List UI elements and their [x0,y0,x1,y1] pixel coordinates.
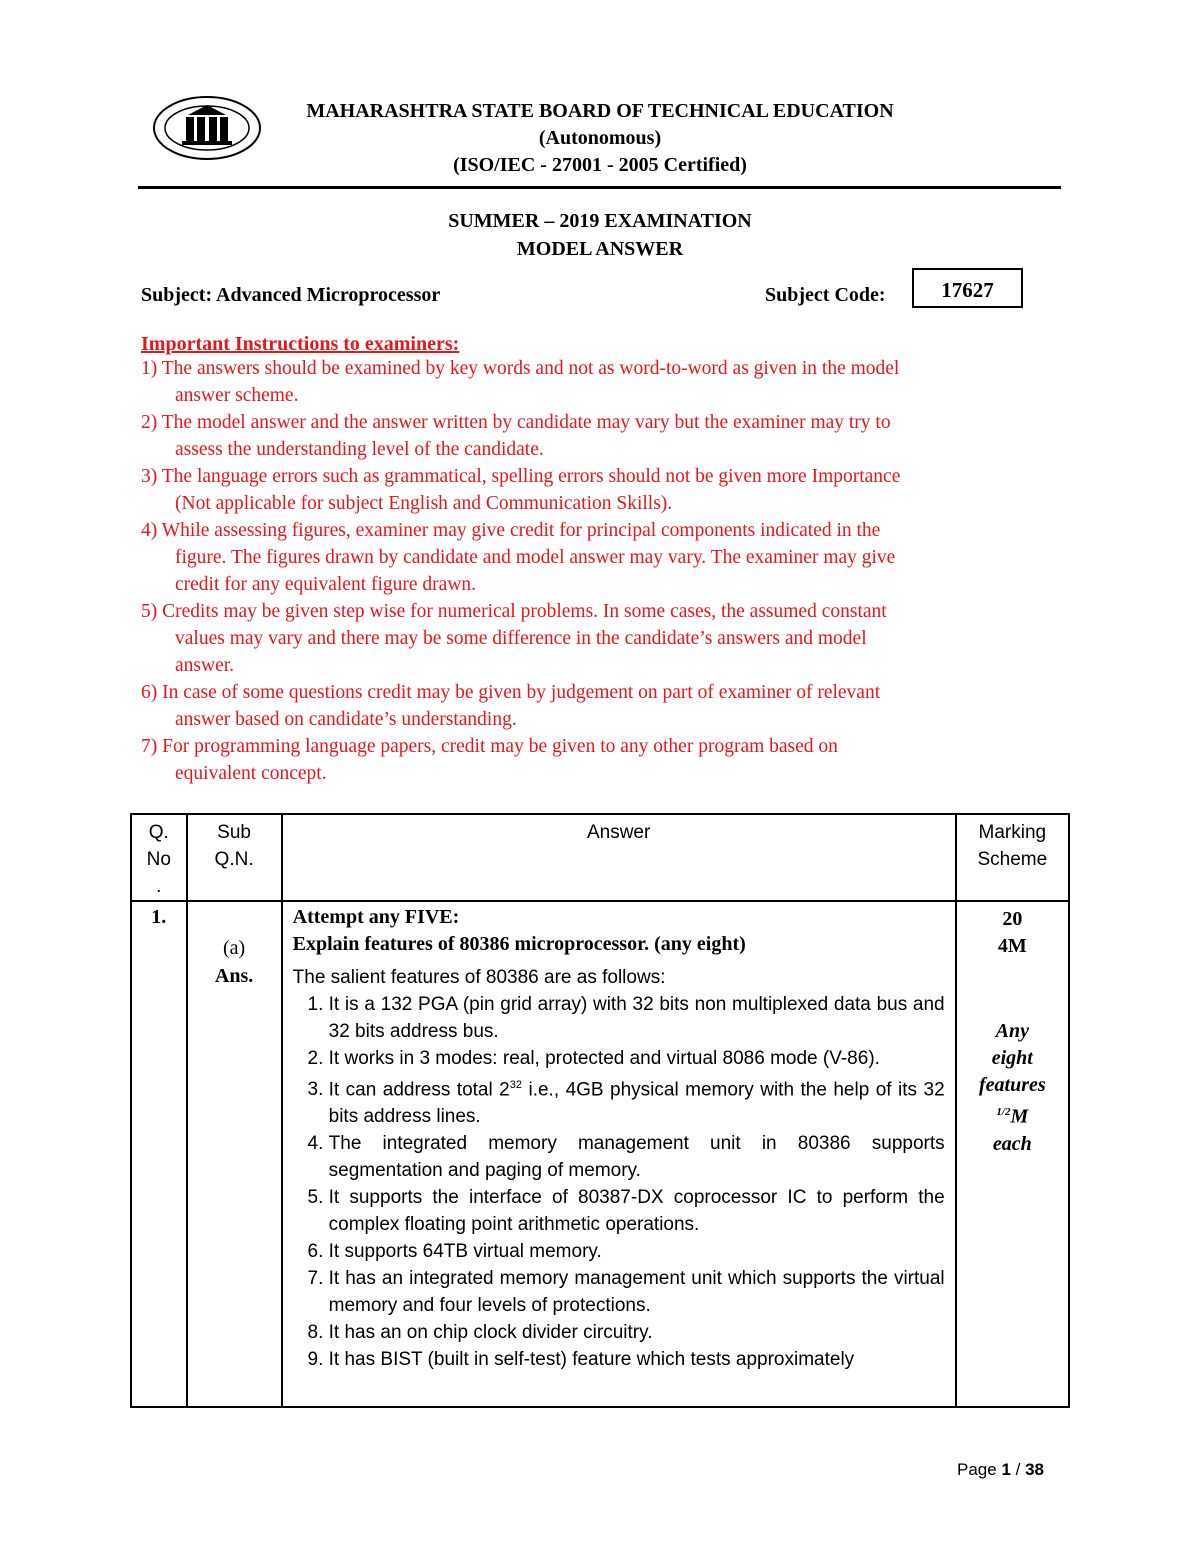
certification-label: (ISO/IEC - 27001 - 2005 Certified) [453,154,747,176]
instructions-heading: Important Instructions to examiners: [141,333,460,355]
question-text: Explain features of 80386 microprocessor. (any eight) [292,933,746,955]
list-item: 1. It is a 132 PGA (pin grid array) with 32 bits non multiplexed data bus and 32 bits address bus. [329,991,945,1045]
autonomous-label: (Autonomous) [538,127,662,149]
header-qno: Q. No . [131,814,187,901]
sub-question [187,901,282,1407]
exam-subtitle: MODEL ANSWER [516,238,684,260]
answer-intro: The salient features of 80386 are as follows: [292,967,666,988]
subject-code-label: Subject Code: [765,284,886,306]
instruction-3: 3) The language errors such as grammatical, spelling errors should not be given more Importance (Not applicable for subject English and Communication Skills). [141,466,901,514]
instruction-1: 1) The answers should be examined by key words and not as word-to-word as given in the model answer scheme. [141,358,900,406]
list-item: 5. It supports the interface of 80387-DX coprocessor IC to perform the complex floating point arithmetic operations. [329,1184,945,1238]
answer-cell [282,901,956,1407]
instruction-5: 5) Credits may be given step wise for numerical problems. In some cases, the assumed constant values may vary and there may be some difference in the candidate’s answers and model answer. [141,601,887,676]
list-item: 3. It can address total $2^{32}$ i.e., 4GB physical memory with the help of its 32 bits address lines. [329,1072,945,1130]
sub-question-label: (a) [222,937,246,959]
instruction-4: 4) While assessing figures, examiner may give credit for principal components indicated in the figure. The figures drawn by candidate and model answer may vary. The examiner may give credit for any equivalent figure drawn. [141,520,896,595]
exam-title: SUMMER – 2019 EXAMINATION [448,210,752,232]
table-header-row [131,814,1069,901]
question-number: 1. [131,901,187,1407]
ans-label: Ans. [214,965,254,987]
subject-code-box: 17627 [912,268,1023,308]
list-item: 9. It has BIST (built in self-test) feature which tests approximately [329,1346,945,1373]
list-item: 2. It works in 3 modes: real, protected and virtual 8086 mode (V-86). [329,1045,945,1072]
header-divider [138,186,1061,189]
page-number: Page 1 / 38 [957,1460,1044,1479]
header-answer: Answer [282,814,956,901]
instruction-6: 6) In case of some questions credit may be given by judgement on part of examiner of relevant answer based on candidate’s understanding. [141,682,881,730]
features-list [293,991,945,1373]
marking-cell [956,901,1069,1407]
list-item: 6. It supports 64TB virtual memory. [329,1238,945,1265]
total-marks: 20 [1002,908,1023,930]
subject-name: Subject: Advanced Microprocessor [141,284,441,306]
header-subqn: Sub Q.N. [187,814,282,901]
list-item: 4. The integrated memory management unit in 80386 supports segmentation and paging of memory. [329,1130,945,1184]
table-row [131,901,1069,1407]
list-item: 8. It has an on chip clock divider circuitry. [329,1319,945,1346]
attempt-instruction: Attempt any FIVE: [292,906,460,928]
header-marking-scheme: Marking Scheme [956,814,1069,901]
instruction-2: 2) The model answer and the answer written by candidate may vary but the examiner may try to assess the understanding level of the candidate. [141,412,891,460]
instruction-7: 7) For programming language papers, credit may be given to any other program based on equivalent concept. [141,736,838,784]
org-name: MAHARASHTRA STATE BOARD OF TECHNICAL EDUCATION [306,100,894,122]
marking-note: Any eight features $^{1/2}$M each [978,1020,1046,1155]
instructions-list [141,355,1071,787]
list-item: 7. It has an integrated memory management unit which supports the virtual memory and four levels of protections. [329,1265,945,1319]
answer-table [130,813,1070,1408]
question-marks: 4M [997,935,1027,957]
